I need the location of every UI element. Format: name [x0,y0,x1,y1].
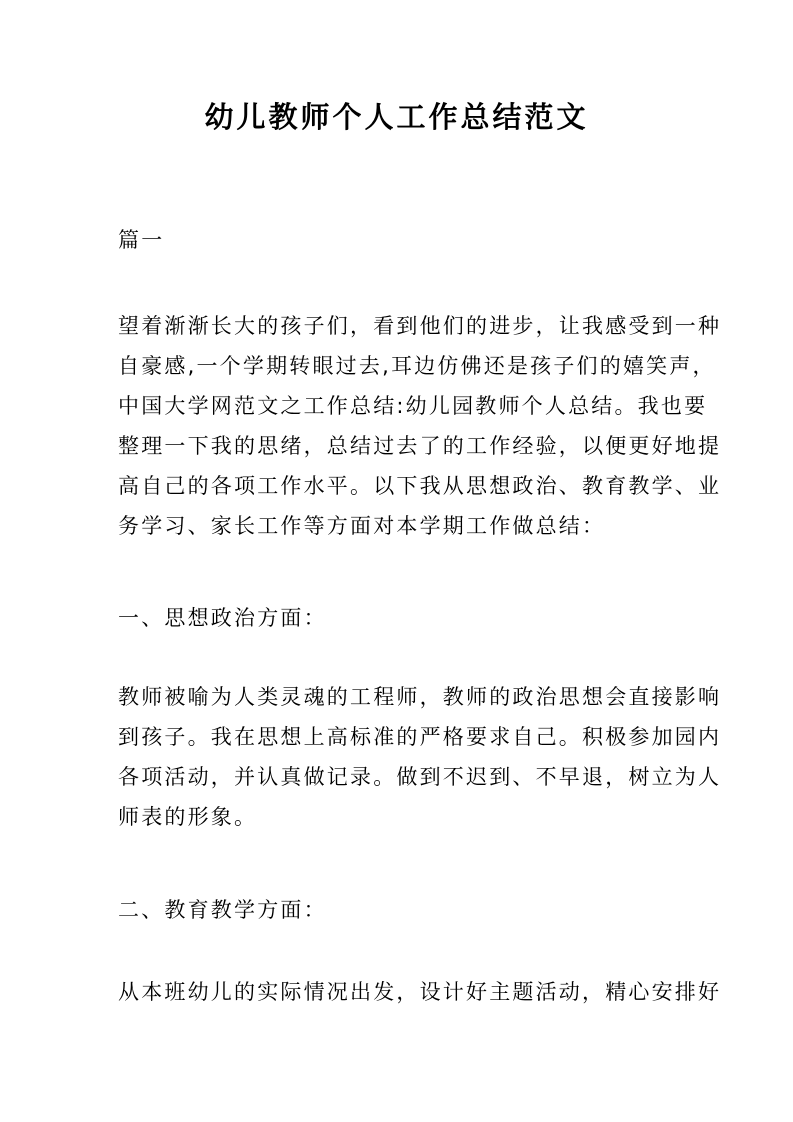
paragraph-line: 整理一下我的思绪，总结过去了的工作经验，以便更好地提 [118,434,722,458]
paragraph-line: 教师被喻为人类灵魂的工程师，教师的政治思想会直接影响 [118,685,722,709]
section-heading-teaching: 二、教育教学方面： [118,898,327,922]
paragraph-line: 务学习、家长工作等方面对本学期工作做总结： [118,514,606,538]
section-heading-political: 一、思想政治方面： [118,606,327,630]
paragraph-line: 到孩子。我在思想上高标准的严格要求自己。积极参加园内 [118,725,722,749]
paragraph-line: 师表的形象。 [118,805,258,829]
political-paragraph [118,677,722,837]
intro-paragraph [118,306,722,546]
paragraph-line: 高自己的各项工作水平。以下我从思想政治、教育教学、业 [118,474,722,498]
teaching-paragraph [118,972,722,1012]
document-title: 幼儿教师个人工作总结范文 [204,100,589,134]
paragraph-line: 中国大学网范文之工作总结:幼儿园教师个人总结。我也要 [118,394,708,418]
paragraph-line: 自豪感,一个学期转眼过去,耳边仿佛还是孩子们的嬉笑声， [118,354,716,378]
paragraph-line: 从本班幼儿的实际情况出发，设计好主题活动，精心安排好 [118,980,722,1004]
paragraph-line: 各项活动，并认真做记录。做到不迟到、不早退，树立为人 [118,765,722,789]
section-label: 篇一 [118,228,165,252]
paragraph-line: 望着渐渐长大的孩子们，看到他们的进步，让我感受到一种 [118,314,722,338]
